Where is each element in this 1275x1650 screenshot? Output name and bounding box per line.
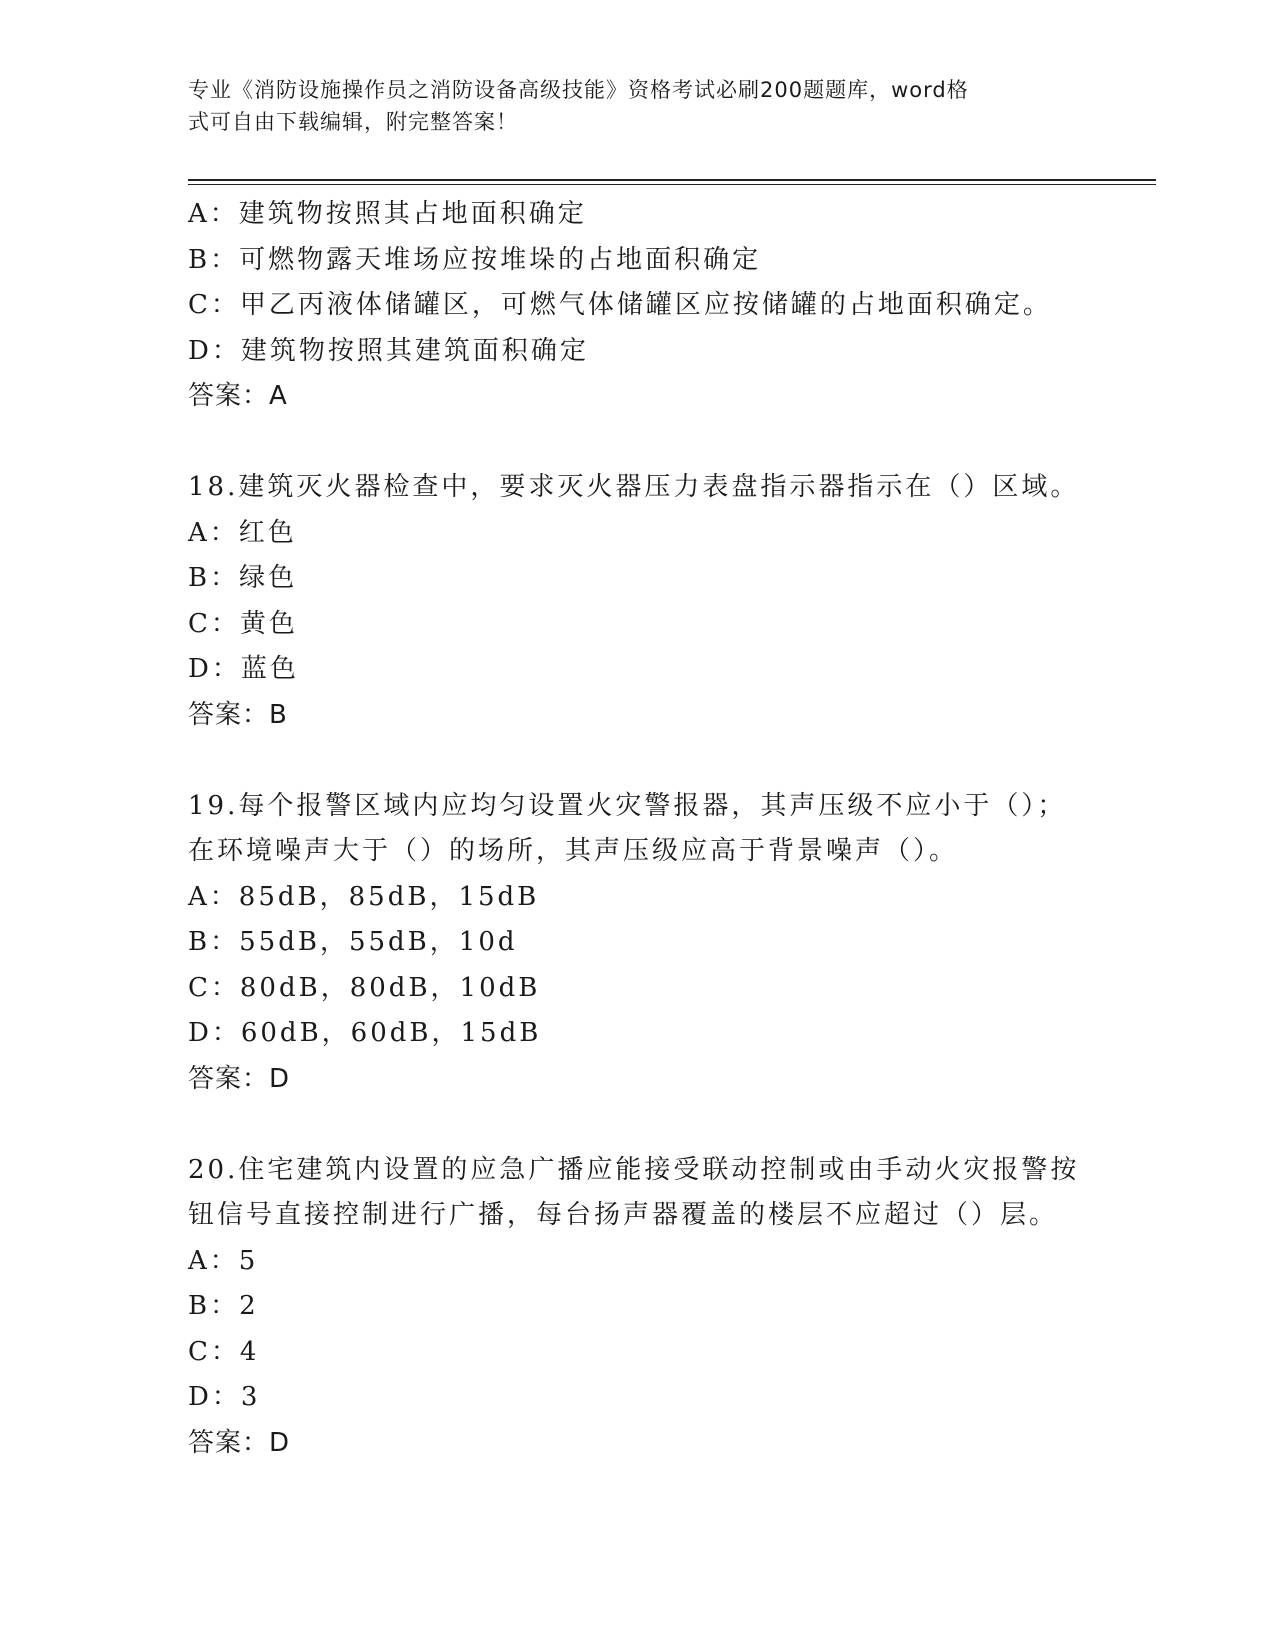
document-header bbox=[188, 74, 1068, 138]
option-b: B：2 bbox=[188, 1291, 259, 1321]
option-d: D：3 bbox=[188, 1382, 261, 1412]
option-c: C：甲乙丙液体储罐区，可燃气体储罐区应按储罐的占地面积确定。 bbox=[188, 290, 1052, 320]
question-stem: 19.每个报警区域内应均匀设置火灾警报器，其声压级不应小于（）； bbox=[188, 790, 1067, 821]
header-line-2: 式可自由下载编辑，附完整答案！ bbox=[188, 110, 518, 134]
option-d: D：建筑物按照其建筑面积确定 bbox=[188, 335, 589, 366]
header-line-1: 专业《消防设施操作员之消防设备高级技能》资格考试必刷200题题库，word格 bbox=[188, 78, 969, 102]
question-stem: 钮信号直接控制进行广播，每台扬声器覆盖的楼层不应超过（）层。 bbox=[188, 1200, 1059, 1230]
question-stem: 18.建筑灭火器检查中，要求灭火器压力表盘指示器指示在（）区域。 bbox=[188, 472, 1080, 502]
option-a: A：5 bbox=[188, 1245, 259, 1276]
question-list bbox=[188, 192, 1148, 1466]
answer-line: 答案：A bbox=[188, 381, 288, 411]
option-a: A：建筑物按照其占地面积确定 bbox=[188, 199, 587, 229]
option-c: C：4 bbox=[188, 1336, 260, 1367]
spacer bbox=[188, 738, 1148, 784]
option-c: C：黄色 bbox=[188, 608, 298, 639]
answer-line: 答案：B bbox=[188, 699, 288, 730]
spacer bbox=[188, 420, 1148, 466]
question-17 bbox=[188, 192, 1148, 420]
option-b: B：可燃物露天堆场应按堆垛的占地面积确定 bbox=[188, 244, 762, 275]
option-a: A：85dB，85dB，15dB bbox=[188, 881, 540, 912]
question-stem: 20.住宅建筑内设置的应急广播应能接受联动控制或由手动火灾报警按 bbox=[188, 1154, 1080, 1185]
answer-line: 答案：D bbox=[188, 1427, 291, 1458]
question-stem: 在环境噪声大于（）的场所，其声压级应高于背景噪声（）。 bbox=[188, 836, 959, 866]
option-c: C：80dB，80dB，10dB bbox=[188, 972, 541, 1003]
spacer bbox=[188, 1102, 1148, 1148]
question-20 bbox=[188, 1148, 1148, 1467]
question-19 bbox=[188, 784, 1148, 1103]
header-rule-thick bbox=[188, 179, 1156, 181]
option-a: A：红色 bbox=[188, 517, 297, 548]
option-b: B：55dB，55dB，10d bbox=[188, 927, 518, 957]
question-18 bbox=[188, 465, 1148, 738]
option-d: D：蓝色 bbox=[188, 654, 299, 684]
option-d: D：60dB，60dB，15dB bbox=[188, 1018, 542, 1048]
header-rule-thin bbox=[188, 184, 1156, 185]
option-b: B：绿色 bbox=[188, 563, 298, 593]
answer-line: 答案：D bbox=[188, 1063, 291, 1094]
